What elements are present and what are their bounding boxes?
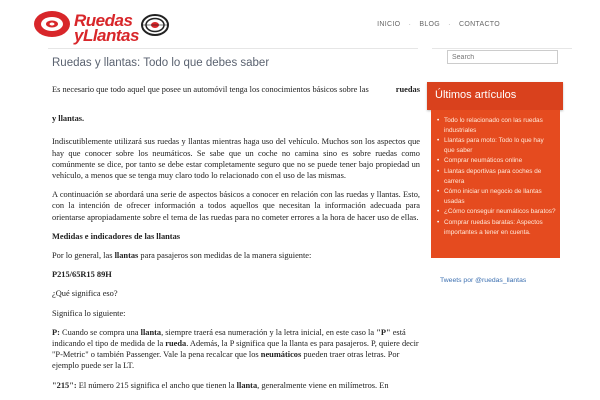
nav-contacto[interactable]: CONTACTO xyxy=(458,21,500,28)
tire-code: P215/65R15 89H xyxy=(52,270,112,280)
article-link[interactable]: • Comprar neumáticos online xyxy=(437,156,556,166)
article-link[interactable]: • Llantas deportivas para coches de carrera xyxy=(437,167,556,186)
significa: Significa lo siguiente: xyxy=(52,308,126,318)
paragraph-3: A continuación se abordará una serie de aspectos básicos a conocer en relación con las ruedas y llantas. Esto, con la intención de ofrecer información a todos aquellos que necesitan la información adecuada para orientarse apropiadamente sobre el tema de las ruedas para no cometer errores a la hora de hacer uso de ellas. xyxy=(52,190,420,222)
nav-inicio[interactable]: INICIO xyxy=(377,21,401,28)
question: ¿Qué significa eso? xyxy=(52,289,118,299)
logo-text: Ruedas yLlantas xyxy=(74,11,139,45)
search-input[interactable] xyxy=(447,50,558,64)
post-content xyxy=(52,84,420,399)
article-link[interactable]: • ¿Cómo conseguir neumáticos baratos? xyxy=(437,207,556,217)
heading-medidas: Medidas e indicadores de las llantas xyxy=(52,231,181,241)
header-divider xyxy=(48,48,418,49)
post-title: Ruedas y llantas: Todo lo que debes saber xyxy=(52,57,270,69)
site-logo[interactable] xyxy=(30,8,170,45)
main-column xyxy=(48,52,420,69)
paragraph-intro: Es necesario que todo aquel que posee un automóvil tenga los conocimientos básicos sobre las ruedas xyxy=(52,85,420,94)
widget-title: Últimos artículos xyxy=(427,82,563,110)
paragraph-2: Indiscutiblemente utilizará sus ruedas y llantas mientras haga uso del vehículo. Muchos son los aspectos que hay que conocer sobre los neumáticos. Se sabe que un coche no camina sino es sobre ruedas como comúnmente se dice, por tanto se debe estar completamente seguro que no se puede tener bajo propiedad un vehículo, a menos que se tenga muy claro todo lo relacionado con el uso de las mismas. xyxy=(52,137,420,181)
sidebar-divider xyxy=(432,48,572,49)
main-nav xyxy=(377,20,500,29)
article-link[interactable]: • Cómo iniciar un negocio de llantas usadas xyxy=(437,187,556,206)
paragraph-intro-end: y llantas. xyxy=(52,114,85,124)
nav-separator: · xyxy=(408,20,412,29)
article-link[interactable]: • Llantas para moto: Todo lo que hay que saber xyxy=(437,136,556,155)
paragraph-5: P: Cuando se compra una llanta, siempre traerá esa numeración y la letra inicial, en este caso la "P" está indicando el tipo de medida de la rueda. Además, la P significa que la llanta es para pasajeros. P, quiere decir "P-Metric" o también Passenger. Vale la pena recalcar que los neumáticos pueden traer otras letras. Por ejemplo puede ser la LT. xyxy=(52,327,419,371)
recent-articles-widget xyxy=(431,110,560,258)
tweets-link[interactable]: Tweets por @ruedas_llantas xyxy=(440,277,527,284)
article-link[interactable]: • Todo lo relacionado con las ruedas industriales xyxy=(437,116,556,135)
nav-separator: · xyxy=(448,20,451,29)
site-header xyxy=(0,0,600,48)
paragraph-6: "215": El número 215 significa el ancho que tienen la llanta, generalmente viene en milímetros. En xyxy=(52,380,389,390)
paragraph-4: Por lo general, las llantas para pasajeros son medidas de la manera siguiente: xyxy=(52,251,312,261)
tire-logo-icon xyxy=(30,8,74,40)
tire-side-icon xyxy=(140,13,170,37)
article-link[interactable]: • Comprar ruedas baratas: Aspectos importantes a tener en cuenta. xyxy=(437,218,556,237)
nav-blog[interactable]: BLOG xyxy=(419,21,440,28)
recent-articles-list xyxy=(437,116,556,237)
